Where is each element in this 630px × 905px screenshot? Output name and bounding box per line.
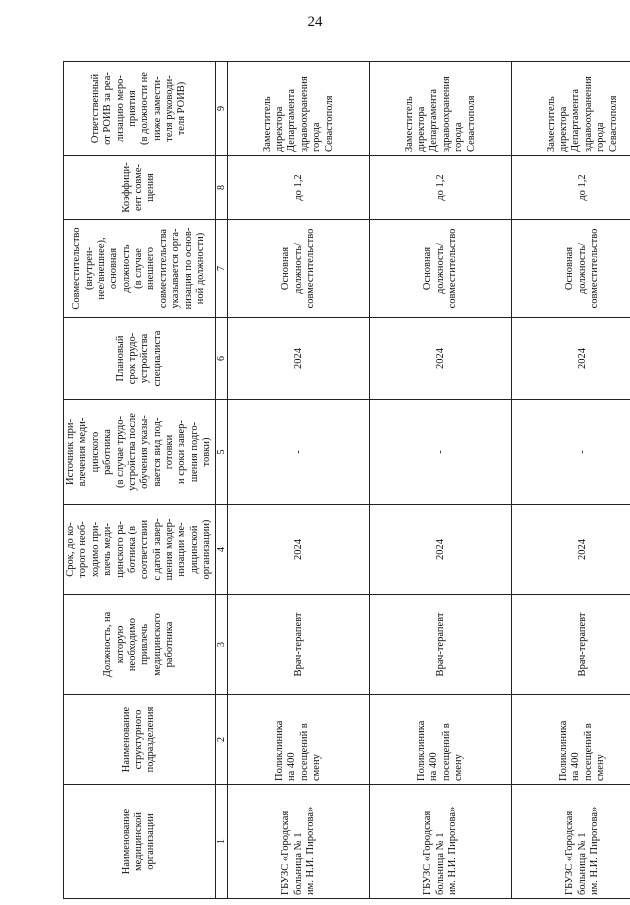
table-row xyxy=(512,62,630,899)
column-number: 7 xyxy=(215,220,228,318)
source-cell: - xyxy=(512,400,630,505)
coefficient-cell: до 1,2 xyxy=(370,156,512,220)
deadline-cell: 2024 xyxy=(512,505,630,595)
header-cell-2: Наименование структурного подразделения xyxy=(64,695,216,785)
position-cell: Врач-терапевт xyxy=(228,595,370,695)
rotated-table-wrapper xyxy=(63,62,619,899)
coefficient-cell: до 1,2 xyxy=(512,156,630,220)
column-number: 1 xyxy=(215,785,228,899)
responsible-cell: Заместитель директора Департамента здравоохранения города Севастополя xyxy=(228,62,370,156)
organization-cell: ГБУЗС «Городская больница № 1 им. Н.И. Пирогова» xyxy=(512,785,630,899)
organization-cell: ГБУЗС «Городская больница № 1 им. Н.И. Пирогова» xyxy=(228,785,370,899)
responsible-cell: Заместитель директора Департамента здравоохранения города Севастополя xyxy=(370,62,512,156)
column-number: 3 xyxy=(215,595,228,695)
source-cell: - xyxy=(228,400,370,505)
combination-cell: Основная должность/ совместительство xyxy=(370,220,512,318)
subdivision-cell: Поликлиника на 400 посещений в смену xyxy=(370,695,512,785)
header-row xyxy=(64,62,216,899)
coefficient-cell: до 1,2 xyxy=(228,156,370,220)
staffing-table xyxy=(63,61,630,899)
combination-cell: Основная должность/ совместительство xyxy=(512,220,630,318)
header-cell-4: Срок, до ко- торого необ- ходимо при- влечь меди- цинского ра- ботника (в соответствии с датой завер- шения модер- низации ме- дицинской организации) xyxy=(64,505,216,595)
table-row xyxy=(228,62,370,899)
table-row xyxy=(370,62,512,899)
header-cell-6: Плановый срок трудо- устройства специалиста xyxy=(64,318,216,400)
organization-cell: ГБУЗС «Городская больница № 1 им. Н.И. Пирогова» xyxy=(370,785,512,899)
column-number: 6 xyxy=(215,318,228,400)
page-number: 24 xyxy=(307,14,323,30)
subdivision-cell: Поликлиника на 400 посещений в смену xyxy=(228,695,370,785)
column-number: 9 xyxy=(215,62,228,156)
planned-term-cell: 2024 xyxy=(370,318,512,400)
column-number-row xyxy=(215,62,228,899)
header-cell-8: Коэффици- ент совме- щения xyxy=(64,156,216,220)
column-number: 5 xyxy=(215,400,228,505)
source-cell: - xyxy=(370,400,512,505)
combination-cell: Основная должность/ совместительство xyxy=(228,220,370,318)
column-number: 8 xyxy=(215,156,228,220)
position-cell: Врач-терапевт xyxy=(370,595,512,695)
column-number: 2 xyxy=(215,695,228,785)
header-cell-1: Наименование медицинской организации xyxy=(64,785,216,899)
header-cell-7: Совместительство (внутрен- нее/внешнее), основная должность (в случае внешнего совместительства указывается орга- низация по основ- ной должности) xyxy=(64,220,216,318)
responsible-cell: Заместитель директора Департамента здравоохранения города Севастополя xyxy=(512,62,630,156)
header-cell-3: Должность, на которую необходимо привлечь медицинского работника xyxy=(64,595,216,695)
deadline-cell: 2024 xyxy=(228,505,370,595)
deadline-cell: 2024 xyxy=(370,505,512,595)
subdivision-cell: Поликлиника на 400 посещений в смену xyxy=(512,695,630,785)
position-cell: Врач-терапевт xyxy=(512,595,630,695)
planned-term-cell: 2024 xyxy=(228,318,370,400)
table-landscape-frame xyxy=(63,62,619,899)
header-cell-9: Ответственный от РОИВ за реа- лизацию меро- приятия (в должности не ниже замести- теля руководи- теля РОИВ) xyxy=(64,62,216,156)
column-number: 4 xyxy=(215,505,228,595)
header-cell-5: Источник при- влечения меди- цинского работника (в случае трудо- устройства после обучения указы- вается вид под- готовки и сроки завер- шения подго- товки) xyxy=(64,400,216,505)
planned-term-cell: 2024 xyxy=(512,318,630,400)
